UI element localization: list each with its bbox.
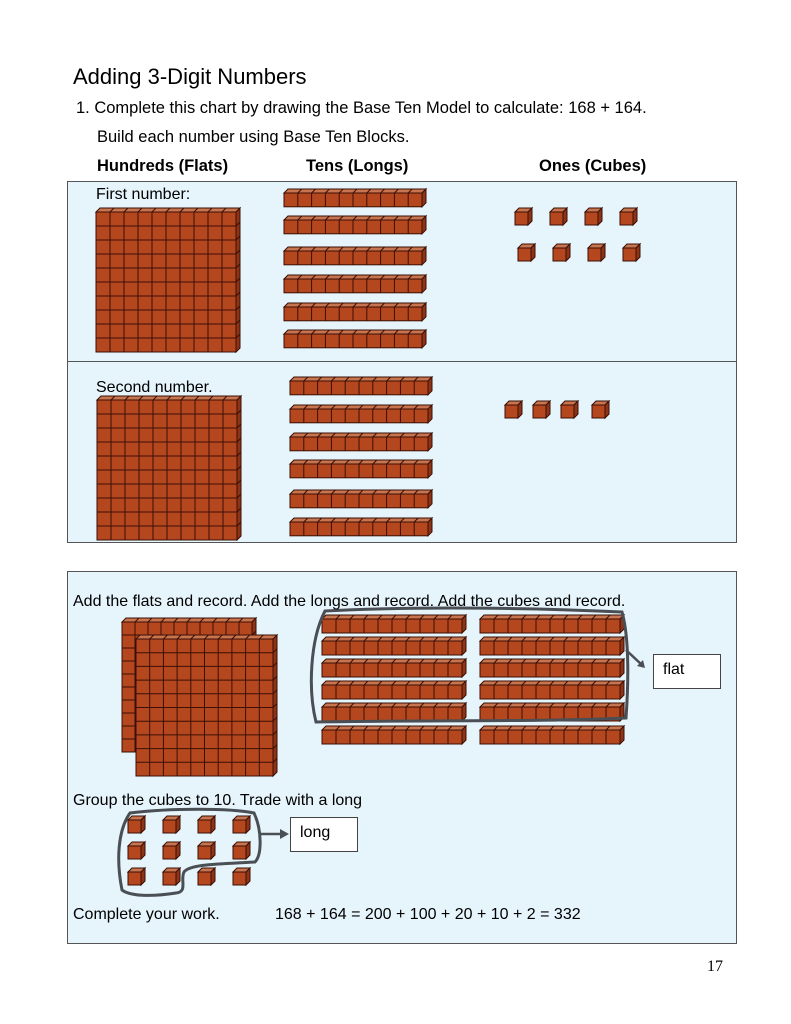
cube-block-combined <box>163 846 176 859</box>
cube-block-combined <box>128 846 141 859</box>
long-block-combined-side <box>620 637 624 655</box>
cube-block-second <box>561 405 574 418</box>
long-block-combined-side <box>462 637 466 655</box>
cube-block-combined <box>163 872 176 885</box>
long-block-combined-side <box>462 703 466 721</box>
cube-block-first <box>553 248 566 261</box>
cube-block-first <box>518 248 531 261</box>
question-text: 1. Complete this chart by drawing the Base Ten Model to calculate: 168 + 164. <box>76 99 647 117</box>
cube-block-combined <box>128 872 141 885</box>
second-number-label: Second number. <box>96 379 213 396</box>
cube-block-second <box>505 405 518 418</box>
header-tens: Tens (Longs) <box>306 157 409 175</box>
equation: 168 + 164 = 200 + 100 + 20 + 10 + 2 = 332 <box>275 906 581 923</box>
first-number-label: First number: <box>96 186 191 203</box>
step1-text: Add the flats and record. Add the longs and record. Add the cubes and record. <box>73 593 626 610</box>
cube-block-first <box>515 212 528 225</box>
step3-label: Complete your work. <box>73 906 220 923</box>
long-block-combined-side <box>620 659 624 677</box>
header-ones: Ones (Cubes) <box>539 157 647 175</box>
cube-block-second <box>533 405 546 418</box>
long-block-combined-side <box>462 615 466 633</box>
instruction-text: Build each number using Base Ten Blocks. <box>97 128 410 146</box>
cube-block-first <box>550 212 563 225</box>
step2-text: Group the cubes to 10. Trade with a long <box>73 792 363 809</box>
long-block-combined-side <box>462 726 466 744</box>
flat-box: flat <box>653 654 721 689</box>
cube-block-first <box>623 248 636 261</box>
long-block-combined-side <box>462 681 466 699</box>
long-block-combined-side <box>620 681 624 699</box>
cube-block-combined <box>163 820 176 833</box>
long-block-combined-side <box>620 726 624 744</box>
long-block-combined-side <box>462 659 466 677</box>
arrow-icon <box>280 829 289 839</box>
cube-block-first <box>585 212 598 225</box>
long-box: long <box>290 817 358 852</box>
cube-block-first <box>620 212 633 225</box>
header-hundreds: Hundreds (Flats) <box>97 157 229 175</box>
cube-block-second <box>592 405 605 418</box>
page-title: Adding 3-Digit Numbers <box>73 64 307 89</box>
cube-block-combined <box>233 846 246 859</box>
cube-block-combined <box>198 820 211 833</box>
cube-block-first <box>588 248 601 261</box>
cube-block-combined <box>128 820 141 833</box>
cube-block-combined <box>198 872 211 885</box>
cube-block-combined <box>198 846 211 859</box>
cube-block-combined <box>233 820 246 833</box>
page-number: 17 <box>707 958 723 975</box>
cube-block-combined <box>233 872 246 885</box>
